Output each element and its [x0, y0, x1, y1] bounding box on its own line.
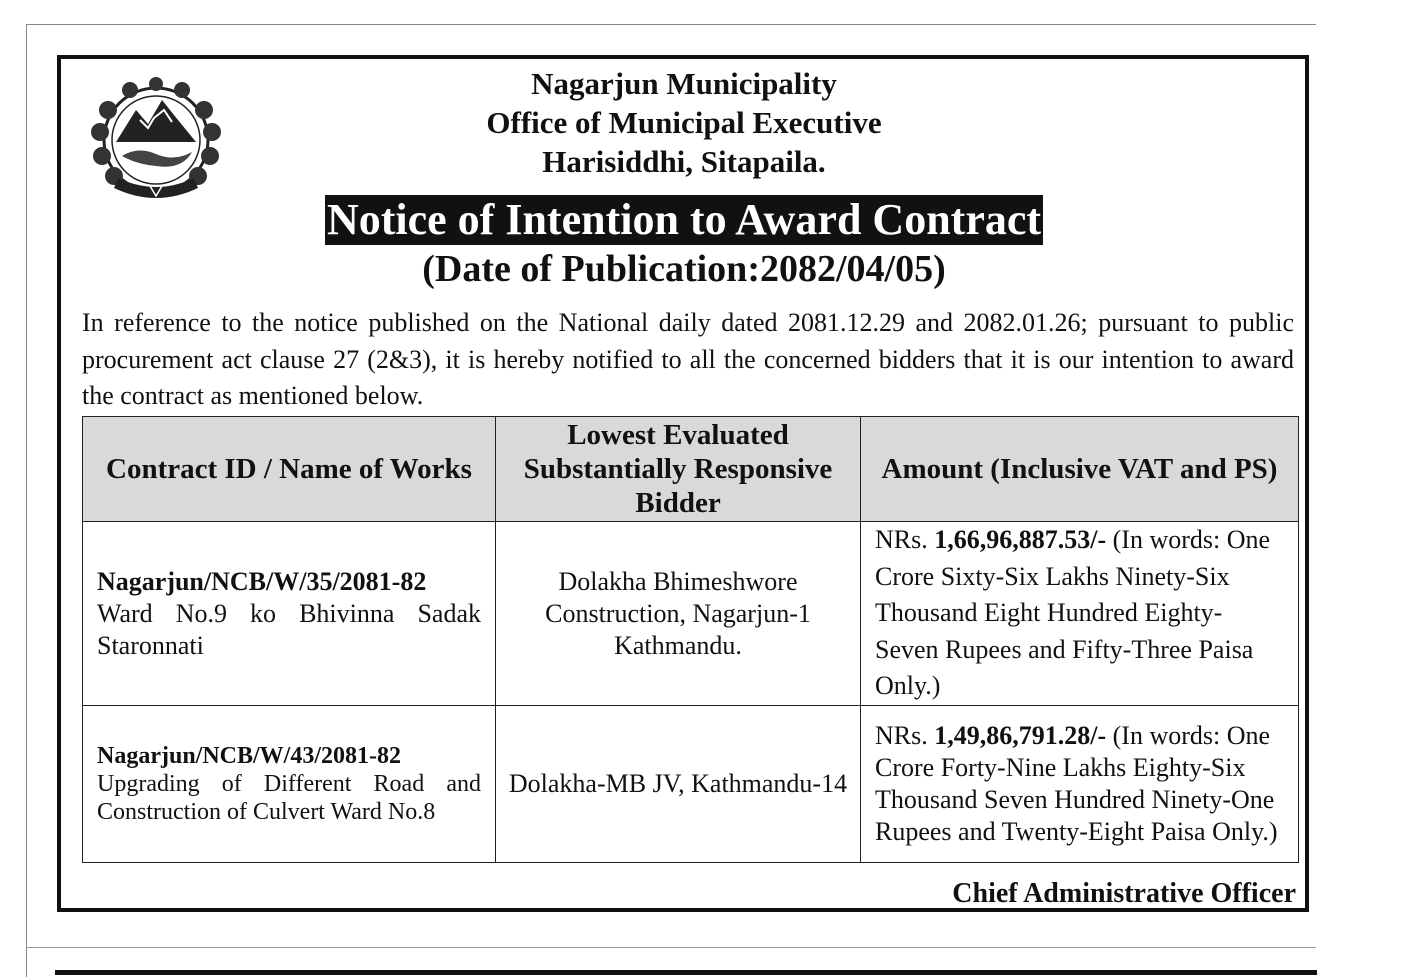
amount-words: (In words: One Crore Sixty-Six Lakhs Ninety-Six Thousand Eight Hundred Eighty-Seven Rupees and Fifty-Three Paisa Only.)	[875, 525, 1271, 701]
signatory-title: Chief Administrative Officer	[952, 878, 1296, 909]
page-bottom-bar	[55, 970, 1317, 975]
contract-id: Nagarjun/NCB/W/35/2081-82	[97, 566, 427, 596]
bidder-cell: Dolakha-MB JV, Kathmandu-14	[496, 706, 861, 863]
page-left-rule	[26, 24, 27, 977]
page-bottom-rule	[26, 947, 1316, 948]
office-address: Harisiddhi, Sitapaila.	[542, 144, 826, 179]
office-name: Office of Municipal Executive	[486, 105, 882, 140]
header-bidder: Lowest Evaluated Substantially Responsive Bidder	[496, 417, 861, 522]
table-row	[83, 706, 1299, 863]
notice-intro-paragraph: In reference to the notice published on the National daily dated 2081.12.29 and 2082.01.26; pursuant to public procurement act clause 27 (2&3), it is hereby notified to all the concerned bidders that it is our intention to award the contract as mentioned below.	[82, 308, 1294, 410]
work-name: Upgrading of Different Road and Construction of Culvert Ward No.8	[97, 771, 481, 825]
amount-prefix: NRs.	[875, 525, 928, 555]
amount-words: (In words: One Crore Forty-Nine Lakhs Eighty-Six Thousand Seven Hundred Ninety-One Rupees and Twenty-Eight Paisa Only.)	[875, 721, 1278, 846]
org-name: Nagarjun Municipality	[531, 66, 837, 101]
page-top-rule	[26, 24, 1316, 25]
notice-title: Notice of Intention to Award Contract	[326, 195, 1042, 244]
amount-value: 1,66,96,887.53/-	[934, 525, 1107, 555]
publication-date: (Date of Publication:2082/04/05)	[422, 248, 946, 290]
contract-cell	[83, 706, 496, 863]
amount-value: 1,49,86,791.28/-	[934, 721, 1107, 750]
header-contract-id: Contract ID / Name of Works	[83, 417, 496, 522]
table-header-row	[83, 417, 1299, 522]
amount-prefix: NRs.	[875, 721, 928, 750]
award-table	[82, 416, 1299, 863]
work-name: Ward No.9 ko Bhivinna Sadak Staronnati	[97, 598, 481, 660]
notice-title-wrap	[0, 195, 1368, 245]
organization-header	[334, 64, 1034, 181]
amount-cell	[861, 706, 1299, 863]
contract-id: Nagarjun/NCB/W/43/2081-82	[97, 743, 402, 769]
bidder-cell: Dolakha Bhimeshwore Construction, Nagarjun-1 Kathmandu.	[496, 522, 861, 706]
amount-cell	[861, 522, 1299, 706]
table-row	[83, 522, 1299, 706]
header-amount: Amount (Inclusive VAT and PS)	[861, 417, 1299, 522]
contract-cell	[83, 522, 496, 706]
